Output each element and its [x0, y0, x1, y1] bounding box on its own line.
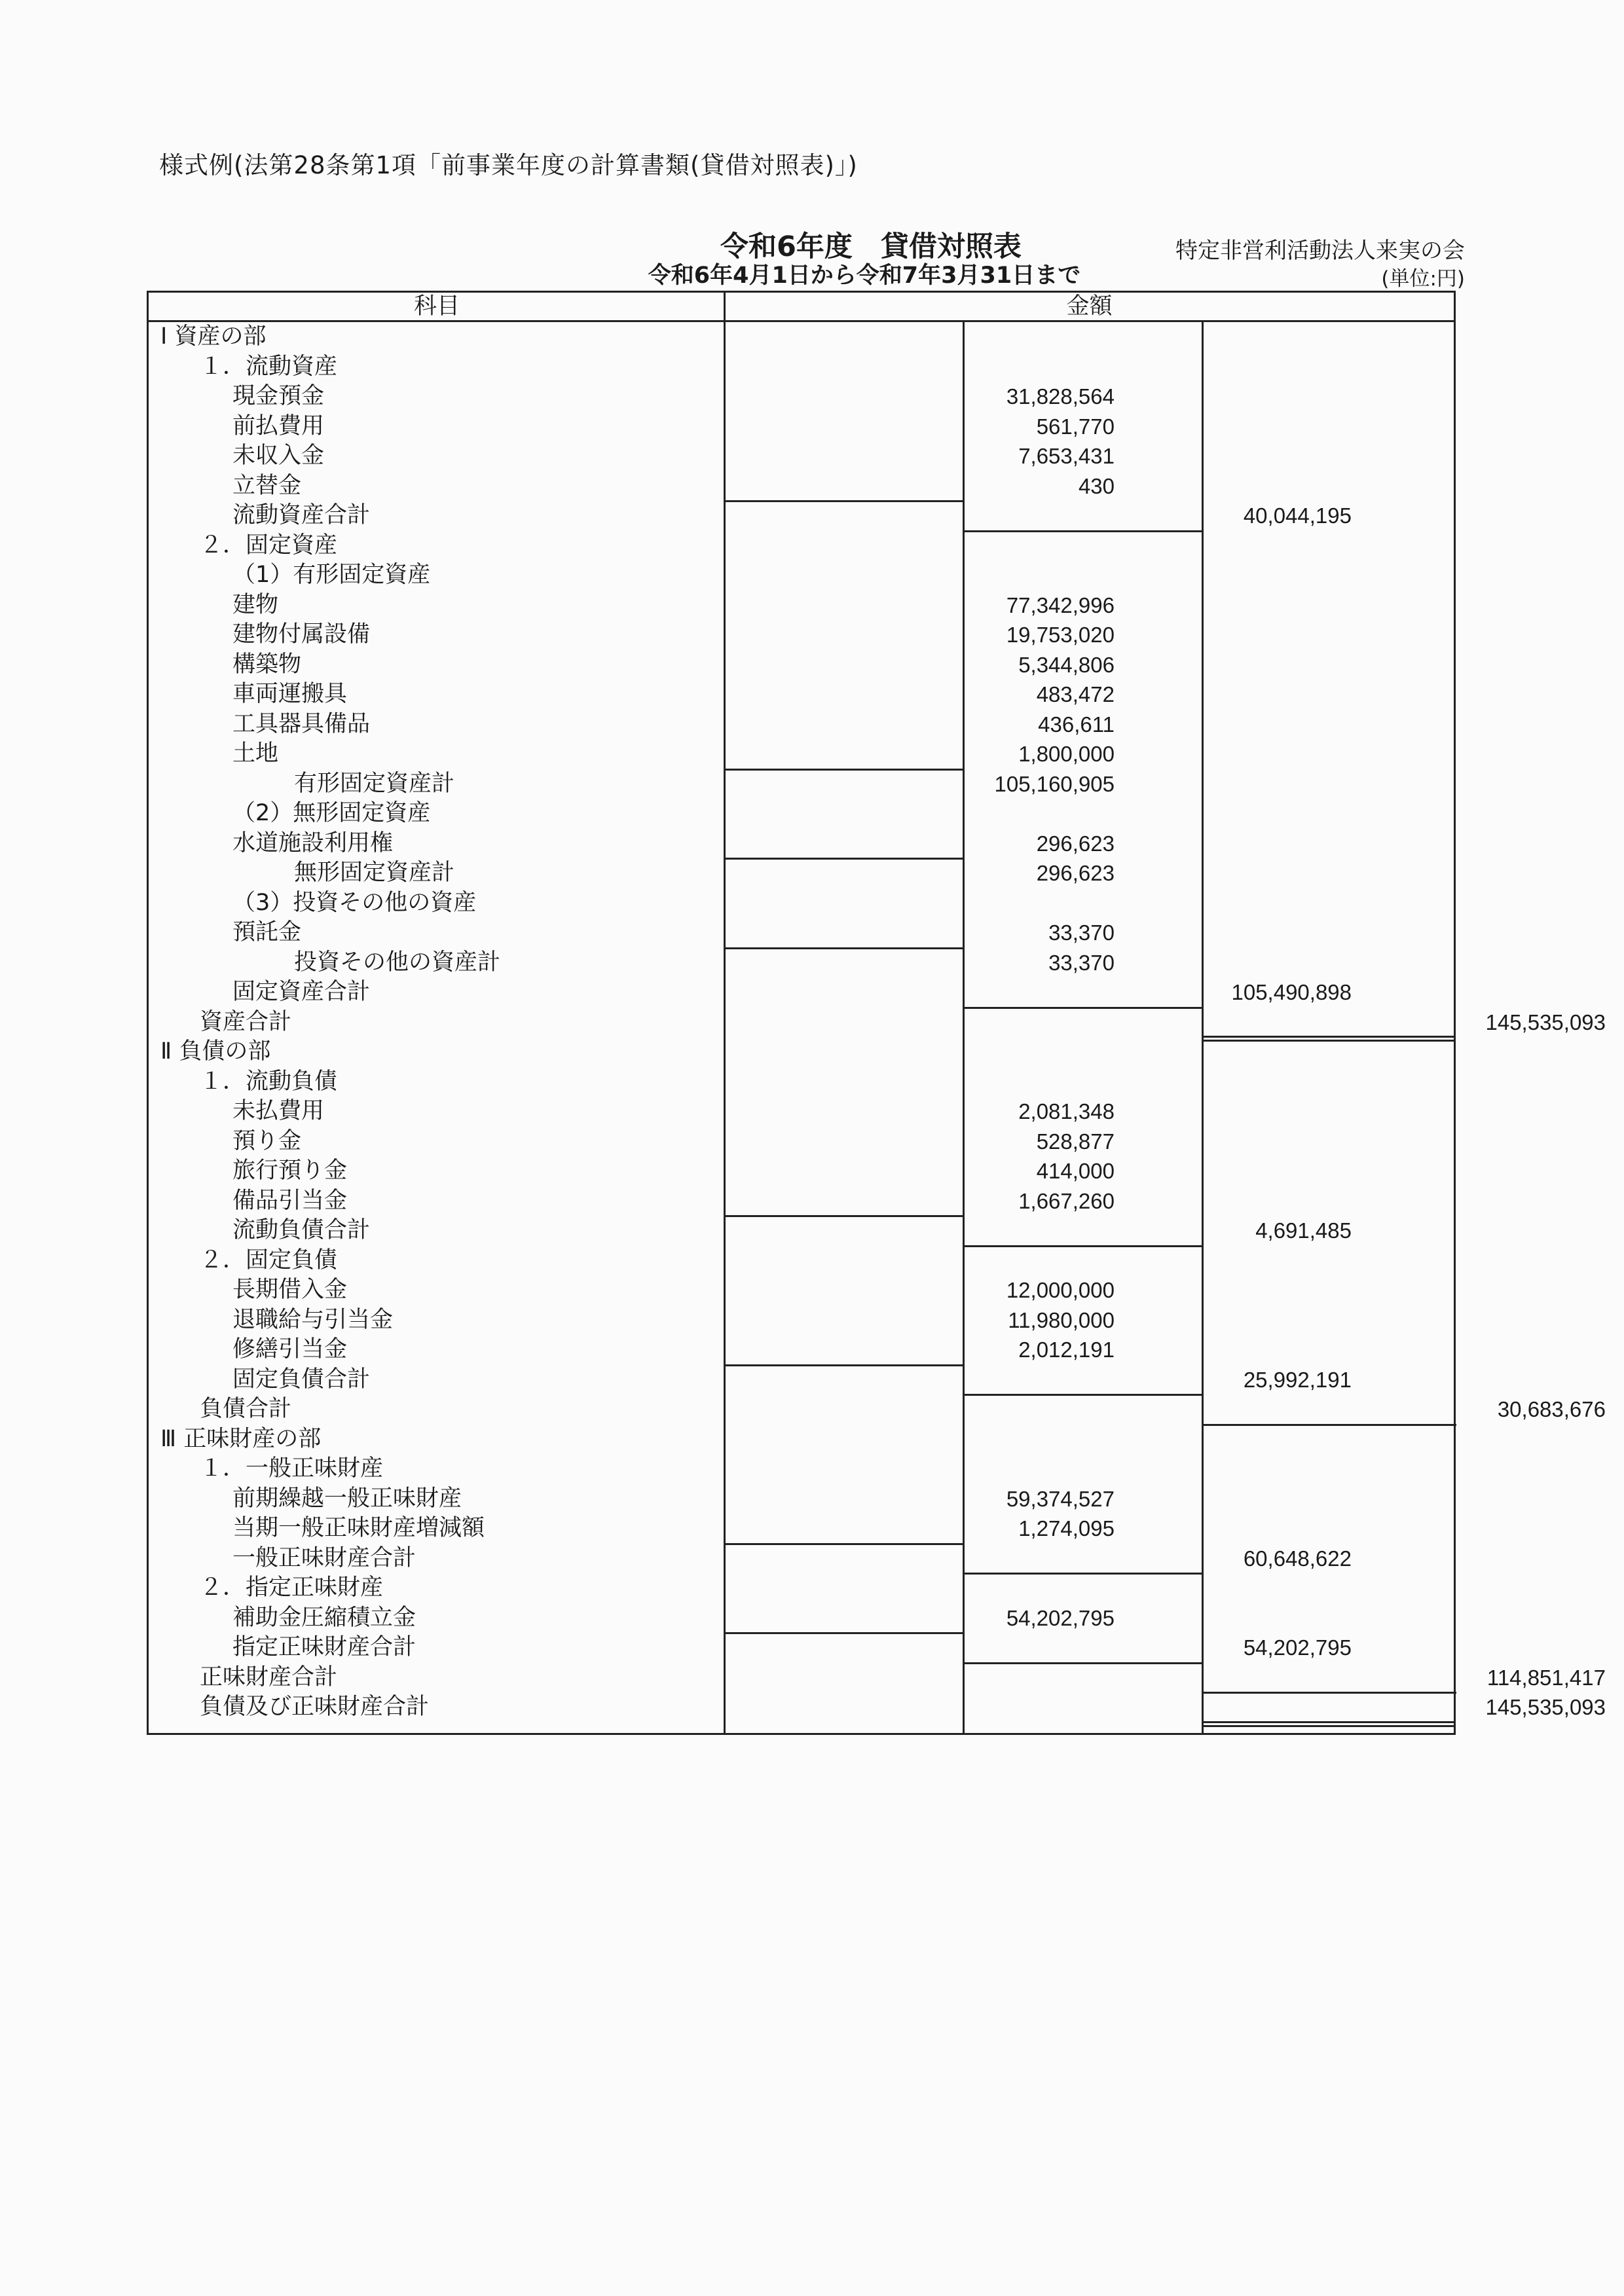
subtotal-rule	[1203, 1424, 1456, 1426]
row-label: 預り金	[232, 1127, 302, 1154]
row-label: 前期繰越一般正味財産	[232, 1485, 462, 1512]
row-label: 建物付属設備	[232, 621, 371, 647]
table-row	[149, 1335, 1454, 1365]
row-label: 備品引当金	[232, 1187, 348, 1214]
row-label: 一般正味財産合計	[232, 1544, 416, 1571]
table-row	[149, 620, 1454, 650]
subtotal-rule	[725, 1215, 963, 1217]
table-row	[149, 441, 1454, 471]
form-note: 様式例(法第28条第1項「前事業年度の計算書類(貸借対照表)」)	[159, 151, 858, 179]
table-row	[149, 1544, 1454, 1574]
table-row	[149, 1365, 1454, 1395]
table-row	[149, 322, 1454, 352]
amount-c1: 105,160,905	[994, 771, 1115, 796]
table-row	[149, 1216, 1454, 1246]
row-label: 預託金	[232, 919, 302, 945]
total-double-rule	[1203, 1036, 1454, 1042]
amount-c1: 1,274,095	[1018, 1516, 1115, 1540]
amount-c2: 105,490,898	[1231, 980, 1352, 1004]
table-row	[149, 680, 1454, 710]
amount-c2: 4,691,485	[1255, 1218, 1352, 1243]
table-row	[149, 1246, 1454, 1276]
amount-c1: 1,800,000	[1018, 742, 1115, 766]
amount-c1: 296,623	[1036, 831, 1115, 856]
row-label: 長期借入金	[232, 1277, 348, 1303]
row-label: 固定資産合計	[232, 979, 371, 1005]
table-row	[149, 1067, 1454, 1097]
table-row	[149, 1573, 1454, 1603]
amount-c1: 436,611	[1038, 712, 1115, 737]
header-amount: 金額	[1066, 293, 1113, 319]
row-label: （3）投資その他の資産	[232, 889, 477, 916]
amount-c2: 54,202,795	[1243, 1635, 1352, 1660]
table-row	[149, 1454, 1454, 1484]
row-label: （1）有形固定資産	[232, 562, 431, 588]
document-title: 令和6年度 貸借対照表	[720, 230, 1022, 263]
row-label: 構築物	[232, 651, 302, 678]
table-header-row	[149, 293, 1454, 322]
table-row	[149, 1305, 1454, 1336]
amount-c3: 145,535,093	[1485, 1695, 1606, 1719]
row-label: 流動負債合計	[232, 1217, 371, 1243]
amount-c1: 11,980,000	[1008, 1307, 1115, 1332]
amount-c1: 1,667,260	[1018, 1188, 1115, 1213]
row-label: 無形固定資産計	[294, 860, 455, 886]
amount-c1: 2,012,191	[1018, 1338, 1115, 1362]
subtotal-rule	[725, 858, 963, 860]
row-label: 立替金	[232, 472, 302, 499]
row-label: 投資その他の資産計	[294, 949, 501, 975]
amount-c1: 33,370	[1048, 920, 1115, 945]
amount-c1: 12,000,000	[1006, 1278, 1115, 1302]
amount-c1: 77,342,996	[1006, 592, 1115, 617]
row-label: Ⅱ 負債の部	[160, 1038, 271, 1065]
table-row	[149, 412, 1454, 442]
amount-c1: 414,000	[1036, 1159, 1115, 1183]
row-label: 水道施設利用権	[232, 829, 394, 856]
table-row	[149, 918, 1454, 948]
row-label: ２．指定正味財産	[200, 1575, 384, 1601]
table-row	[149, 352, 1454, 382]
organization-name: 特定非営利活動法人来実の会	[1175, 238, 1465, 264]
row-label: 現金預金	[232, 383, 325, 409]
amount-c1: 31,828,564	[1006, 384, 1115, 409]
row-label: 指定正味財産合計	[232, 1634, 416, 1660]
subtotal-rule	[725, 1364, 963, 1366]
row-label: １．一般正味財産	[200, 1455, 384, 1482]
document-period: 令和6年4月1日から令和7年3月31日まで	[648, 263, 1081, 289]
amount-c1: 33,370	[1048, 950, 1115, 975]
table-row	[149, 591, 1454, 621]
unit-label: (単位:円)	[1381, 267, 1465, 291]
row-label: （2）無形固定資産	[232, 800, 431, 826]
table-row	[149, 1008, 1606, 1038]
table-row	[149, 1484, 1454, 1514]
amount-c1: 296,623	[1036, 861, 1115, 885]
row-label: 正味財産合計	[200, 1664, 338, 1690]
row-label: 退職給与引当金	[232, 1306, 394, 1333]
subtotal-rule	[964, 530, 1202, 532]
row-label: １．流動資産	[200, 353, 338, 380]
row-label: 未払費用	[232, 1098, 325, 1124]
table-row	[149, 1156, 1454, 1186]
table-row	[149, 948, 1454, 978]
table-row	[149, 1275, 1454, 1305]
row-label: Ⅰ 資産の部	[160, 323, 267, 350]
column-divider	[724, 293, 726, 1733]
table-row	[149, 1514, 1454, 1544]
table-row	[149, 560, 1454, 591]
subtotal-rule	[964, 1245, 1202, 1247]
row-label: ２．固定資産	[200, 532, 338, 558]
column-divider	[963, 322, 965, 1733]
table-row	[149, 1425, 1454, 1455]
table-row	[149, 858, 1454, 888]
table-row	[149, 977, 1454, 1008]
subtotal-rule	[725, 769, 963, 771]
amount-c3: 30,683,676	[1497, 1397, 1606, 1421]
table-row	[149, 471, 1454, 501]
table-row	[149, 650, 1454, 680]
subtotal-rule	[964, 1394, 1202, 1396]
row-label: １．流動負債	[200, 1068, 338, 1095]
row-label: 修繕引当金	[232, 1336, 348, 1362]
table-row	[149, 1692, 1606, 1722]
row-label: 未収入金	[232, 443, 325, 469]
table-row	[149, 531, 1454, 561]
amount-c1: 561,770	[1036, 414, 1115, 439]
amount-c2: 25,992,191	[1243, 1367, 1352, 1392]
row-label: 建物	[232, 591, 279, 618]
row-label: 有形固定資産計	[294, 770, 455, 797]
subtotal-rule	[725, 500, 963, 502]
amount-c3: 145,535,093	[1485, 1010, 1606, 1034]
total-double-rule	[1203, 1721, 1454, 1727]
subtotal-rule	[1203, 1692, 1456, 1694]
row-label: 土地	[232, 740, 279, 767]
amount-c1: 54,202,795	[1006, 1605, 1115, 1630]
amount-c2: 40,044,195	[1243, 503, 1352, 528]
row-label: 前払費用	[232, 412, 325, 439]
table-row	[149, 1127, 1454, 1157]
table-row	[149, 382, 1454, 412]
amount-c1: 528,877	[1036, 1129, 1115, 1154]
row-label: 工具器具備品	[232, 710, 371, 737]
row-label: 流動資産合計	[232, 502, 371, 528]
table-row	[149, 769, 1454, 799]
table-row	[149, 1097, 1454, 1127]
table-row	[149, 1663, 1606, 1693]
table-row	[149, 1633, 1454, 1663]
table-row	[149, 501, 1454, 531]
row-label: Ⅲ 正味財産の部	[160, 1425, 322, 1452]
table-row	[149, 739, 1454, 769]
amount-c1: 430	[1078, 473, 1115, 498]
row-label: 資産合計	[200, 1008, 292, 1035]
subtotal-rule	[725, 947, 963, 949]
amount-c1: 7,653,431	[1018, 444, 1115, 468]
subtotal-rule	[725, 1543, 963, 1545]
table-row	[149, 1603, 1454, 1633]
row-label: 車両運搬具	[232, 681, 348, 707]
amount-c1: 19,753,020	[1006, 623, 1115, 647]
subtotal-rule	[964, 1007, 1202, 1009]
row-label: 負債合計	[200, 1396, 292, 1422]
amount-c1: 2,081,348	[1018, 1099, 1115, 1123]
subtotal-rule	[964, 1662, 1202, 1664]
row-label: 固定負債合計	[232, 1366, 371, 1393]
amount-c1: 483,472	[1036, 682, 1115, 706]
amount-c1: 5,344,806	[1018, 652, 1115, 677]
table-row	[149, 799, 1454, 829]
table-row	[149, 829, 1454, 859]
subtotal-rule	[964, 1573, 1202, 1575]
row-label: 当期一般正味財産増減額	[232, 1515, 485, 1541]
row-label: 負債及び正味財産合計	[200, 1694, 430, 1720]
table-row	[149, 710, 1454, 740]
header-subject: 科目	[413, 293, 460, 319]
table-row	[149, 888, 1454, 919]
subtotal-rule	[725, 1632, 963, 1634]
table-row	[149, 1186, 1454, 1216]
amount-c2: 60,648,622	[1243, 1546, 1352, 1571]
column-divider	[1202, 322, 1204, 1733]
amount-c3: 114,851,417	[1486, 1665, 1606, 1690]
table-row	[149, 1394, 1606, 1425]
row-label: 旅行預り金	[232, 1157, 348, 1184]
row-label: ２．固定負債	[200, 1247, 338, 1273]
amount-c1: 59,374,527	[1006, 1486, 1115, 1511]
row-label: 補助金圧縮積立金	[232, 1604, 416, 1631]
balance-sheet-table	[147, 291, 1606, 1735]
